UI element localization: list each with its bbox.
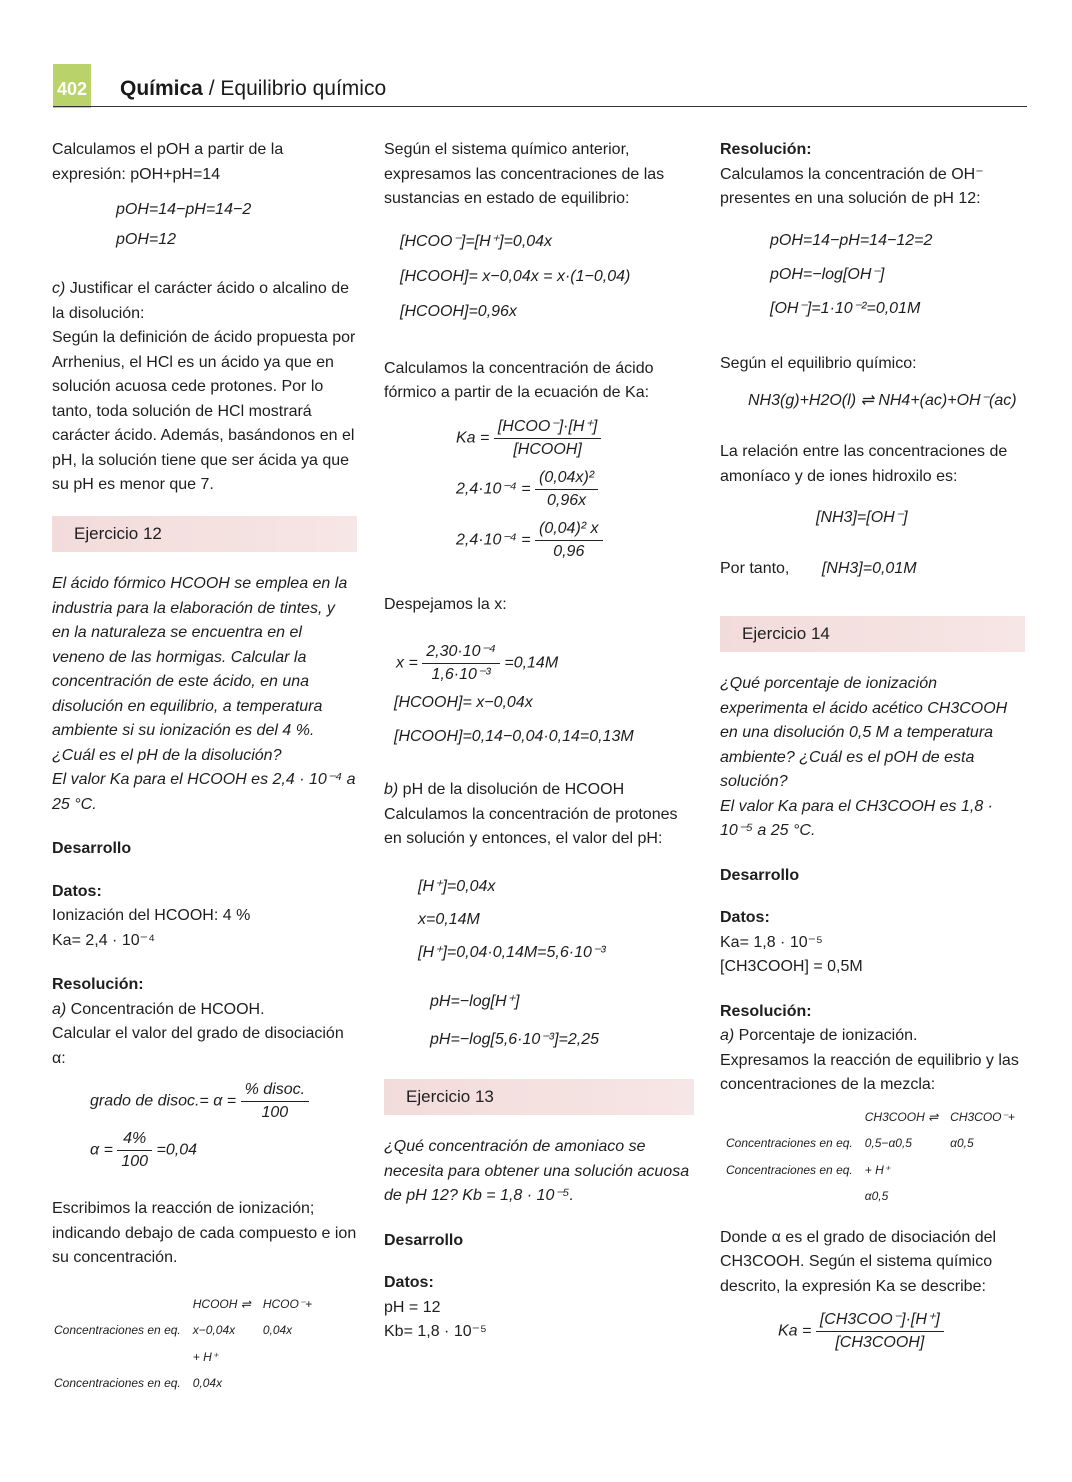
equation: pOH=12	[116, 231, 177, 248]
equation: [HCOOH]= x−0,04x	[394, 694, 533, 711]
table-cell	[48, 1291, 187, 1318]
section-heading: Desarrollo	[384, 1231, 464, 1249]
paragraph	[52, 998, 357, 1023]
page-number: 402	[53, 64, 91, 108]
exercise-heading: Ejercicio 13	[384, 1079, 694, 1116]
equation: pH=−log[5,6·10⁻³]=2,25	[430, 1030, 600, 1048]
section-heading: Desarrollo	[52, 840, 132, 857]
item-label: a)	[52, 1000, 67, 1018]
table-cell	[257, 1370, 318, 1397]
numerator: 2,30·10⁻⁴	[422, 641, 500, 664]
data-line: [CH3COOH] = 0,5M	[720, 958, 863, 975]
item-text: pH de la disolución de HCOOH	[398, 781, 625, 798]
exercise-statement: El ácido fórmico HCOOH se emplea en la industria para la elaboración de tintes, y en la naturaleza se encuentra en el veneno de las hormigas. Calcular la concentración de este ácido, en una disolución en equilibrio, a temperatura ambiente si su ionización es del 4 %. ¿Cuál es el pH de la disolución?	[52, 575, 348, 764]
concentration-table	[720, 1104, 1021, 1210]
item-text: Justificar el carácter ácido o alcalino de la disolución:	[52, 280, 350, 322]
paragraph: Donde α es el grado de disociación del CH3COOH. Según el sistema químico descrito, la expresión Ka se describe:	[720, 1228, 997, 1295]
equation-block	[52, 195, 357, 255]
table-cell: x−0,04x	[192, 1323, 236, 1337]
denominator: 0,96x	[546, 491, 587, 509]
equation: [HCOO⁻]=[H⁺]=0,04x	[400, 232, 553, 250]
equation-block	[384, 983, 694, 1059]
data-line: Ka= 1,8 · 10⁻⁵	[720, 933, 823, 951]
equation-lhs: α =	[90, 1141, 113, 1159]
table-cell	[720, 1104, 859, 1131]
equation	[720, 1309, 1025, 1354]
equation: [H⁺]=0,04x	[418, 877, 496, 895]
table-cell: 0,04x	[192, 1376, 223, 1390]
paragraph: Según el sistema químico anterior, expresamos las concentraciones de las sustancias en estado de equilibrio:	[384, 141, 665, 207]
paragraph: Calculamos la concentración de OH⁻ presentes en una solución de pH 12:	[720, 165, 984, 207]
numerator: (0,04)² x	[535, 518, 603, 541]
paragraph: La relación entre las concentraciones de amoníaco y de iones hidroxilo es:	[720, 443, 1008, 485]
table-cell: Concentraciones en eq.	[54, 1323, 181, 1337]
equation: pOH=14−pH=14−2	[116, 201, 252, 218]
equation-block	[378, 686, 694, 754]
numerator: [CH3COO⁻]·[H⁺]	[816, 1309, 944, 1332]
column-1	[52, 138, 357, 1397]
table-cell: + H⁺	[864, 1162, 891, 1177]
denominator: 100	[121, 1153, 149, 1170]
equation-block	[384, 224, 694, 329]
equation: pOH=−log[OH⁻]	[770, 265, 885, 283]
paragraph: Por tanto,	[720, 560, 790, 577]
equation: [NH3]=[OH⁻]	[816, 509, 908, 526]
equation-rhs: =0,14M	[504, 654, 559, 672]
concentration-table	[48, 1291, 318, 1397]
paragraph: Calculamos el pOH a partir de la expresión: pOH+pH=14	[52, 141, 284, 183]
table-row	[48, 1291, 318, 1318]
equation: [OH⁻]=1·10⁻²=0,01M	[770, 299, 921, 317]
fraction	[241, 1079, 309, 1124]
equation	[384, 518, 694, 563]
table-cell: HCOOH ⇌	[192, 1296, 251, 1311]
table-cell: α0,5	[950, 1136, 974, 1150]
paragraph	[720, 1024, 1025, 1049]
equation: pOH=14−pH=14−12=2	[770, 231, 933, 249]
subheading: Resolución:	[720, 1002, 812, 1020]
equation: [NH3]=0,01M	[821, 560, 917, 577]
exercise-ka: El valor Ka para el HCOOH es 2,4 · 10⁻⁴ a 25 °C.	[52, 771, 356, 813]
denominator: [CH3COOH]	[835, 1334, 925, 1351]
denominator: 100	[261, 1104, 289, 1121]
equation-block	[720, 224, 1025, 326]
table-cell	[720, 1183, 859, 1210]
equation-lhs: Ka =	[456, 429, 490, 447]
exercise-ka: El valor Ka para el CH3COOH es 1,8 · 10⁻⁵ a 25 °C.	[720, 797, 993, 839]
table-cell: α0,5	[864, 1189, 889, 1203]
column-2	[384, 138, 694, 1345]
table-row	[48, 1370, 318, 1397]
paragraph: Calculamos la concentración de ácido fórmico a partir de la ecuación de Ka:	[384, 359, 654, 401]
section-title: Química	[120, 77, 203, 100]
table-row	[48, 1344, 318, 1371]
fraction	[494, 416, 602, 461]
fraction	[535, 467, 598, 512]
table-cell: Concentraciones en eq.	[726, 1162, 853, 1177]
equation	[52, 1079, 357, 1124]
item-label: a)	[720, 1027, 735, 1044]
subheading: Resolución:	[52, 976, 144, 993]
numerator: [HCOO⁻]·[H⁺]	[494, 416, 602, 439]
table-cell: Concentraciones en eq.	[726, 1136, 853, 1150]
denominator: 1,6·10⁻³	[431, 666, 491, 683]
fraction	[535, 518, 603, 563]
data-line: pH = 12	[384, 1298, 441, 1316]
table-cell: + H⁺	[192, 1349, 219, 1364]
equation	[52, 1128, 357, 1173]
exercise-statement: ¿Qué concentración de amoniaco se necesita para obtener una solución acuosa de pH 12? Kb = 1,8 · 10⁻⁵.	[384, 1138, 690, 1204]
table-row	[720, 1130, 1021, 1157]
equation-line	[720, 557, 1025, 582]
equation-lhs: 2,4·10⁻⁴ =	[456, 480, 531, 498]
table-row	[720, 1157, 1021, 1184]
table-cell: 0,5−α0,5	[864, 1136, 912, 1150]
subheading: Datos:	[720, 909, 770, 926]
column-3	[720, 138, 1025, 1354]
data-line: Ka= 2,4 · 10⁻⁴	[52, 931, 155, 949]
paragraph: Escribimos la reacción de ionización; indicando debajo de cada compuesto e ion su concentración.	[52, 1200, 357, 1266]
equation	[384, 416, 694, 461]
table-row	[48, 1317, 318, 1344]
table-cell: CH3COOH ⇌	[864, 1109, 939, 1124]
numerator: % disoc.	[241, 1079, 309, 1102]
table-cell: Concentraciones en eq.	[54, 1376, 181, 1390]
exercise-heading: Ejercicio 12	[52, 516, 357, 553]
paragraph: Despejamos la x:	[384, 595, 507, 613]
subheading: Datos:	[384, 1274, 434, 1291]
equation-lhs: x =	[396, 654, 418, 672]
paragraph: Según la definición de ácido propuesta por Arrhenius, el HCl es un ácido ya que en solución acuosa cede protones. Por lo tanto, toda solución de HCl mostrará carácter ácido. Además, basándonos en el pH, la solución tiene que ser ácida ya que su pH es menor que 7.	[52, 329, 356, 493]
table-cell	[257, 1344, 318, 1371]
fraction	[422, 641, 500, 686]
item-label: b)	[384, 781, 399, 798]
paragraph	[384, 778, 694, 803]
paragraph: Calcular el valor del grado de disociación α:	[52, 1025, 344, 1067]
header-separator: /	[202, 77, 221, 100]
denominator: 0,96	[553, 542, 585, 560]
subsection-title: Equilibrio químico	[220, 77, 387, 100]
equation: [HCOOH]= x−0,04x = x·(1−0,04)	[400, 267, 631, 285]
equation: NH3(g)+H2O(l) ⇌ NH4+(ac)+OH⁻(ac)	[748, 392, 1017, 409]
data-line: Ionización del HCOOH: 4 %	[52, 907, 251, 924]
equation-rhs: =0,04	[156, 1141, 198, 1159]
equation: [HCOOH]=0,96x	[400, 302, 517, 320]
paragraph: Calculamos la concentración de protones en solución y entonces, el valor del pH:	[384, 805, 678, 847]
numerator: 4%	[117, 1128, 152, 1151]
equation-lhs: Ka =	[778, 1322, 812, 1340]
table-cell: 0,04x	[262, 1323, 293, 1337]
table-cell	[944, 1183, 1021, 1210]
table-cell: HCOO⁻+	[262, 1296, 313, 1311]
equation	[384, 467, 694, 512]
equation: [HCOOH]=0,14−0,04·0,14=0,13M	[394, 728, 634, 745]
subheading: Datos:	[52, 882, 102, 900]
equation-lhs: 2,4·10⁻⁴ =	[456, 531, 531, 549]
table-row	[720, 1104, 1021, 1131]
equation: pH=−log[H⁺]	[430, 992, 520, 1010]
paragraph: Expresamos la reacción de equilibrio y las concentraciones de la mezcla:	[720, 1051, 1019, 1093]
table-cell: CH3COO⁻+	[950, 1109, 1015, 1124]
fraction	[816, 1309, 944, 1354]
fraction	[117, 1128, 152, 1173]
equation-lhs: grado de disoc.= α =	[90, 1092, 237, 1110]
subheading: Resolución:	[720, 141, 812, 158]
exercise-heading: Ejercicio 14	[720, 616, 1025, 653]
header-rule	[53, 106, 1027, 107]
table-cell	[944, 1157, 1021, 1184]
equation: x=0,14M	[418, 910, 480, 928]
data-line: Kb= 1,8 · 10⁻⁵	[384, 1323, 487, 1340]
exercise-statement: ¿Qué porcentaje de ionización experimenta el ácido acético CH3COOH en una disolución 0,5 M a temperatura ambiente? ¿Cuál es el pOH de esta solución?	[720, 675, 1008, 790]
item-text: Porcentaje de ionización.	[734, 1027, 918, 1044]
numerator: (0,04x)²	[535, 467, 598, 490]
paragraph: Según el equilibrio químico:	[720, 354, 917, 372]
item-label: c)	[52, 280, 66, 297]
section-heading: Desarrollo	[720, 866, 800, 884]
table-row	[720, 1183, 1021, 1210]
table-cell	[48, 1344, 187, 1371]
equation: [H⁺]=0,04·0,14M=5,6·10⁻³	[418, 943, 606, 961]
running-head	[120, 77, 386, 101]
equation	[384, 641, 694, 686]
equation-block	[384, 870, 694, 969]
item-text: Concentración de HCOOH.	[66, 1000, 265, 1018]
paragraph	[52, 277, 357, 326]
denominator: [HCOOH]	[513, 440, 582, 458]
